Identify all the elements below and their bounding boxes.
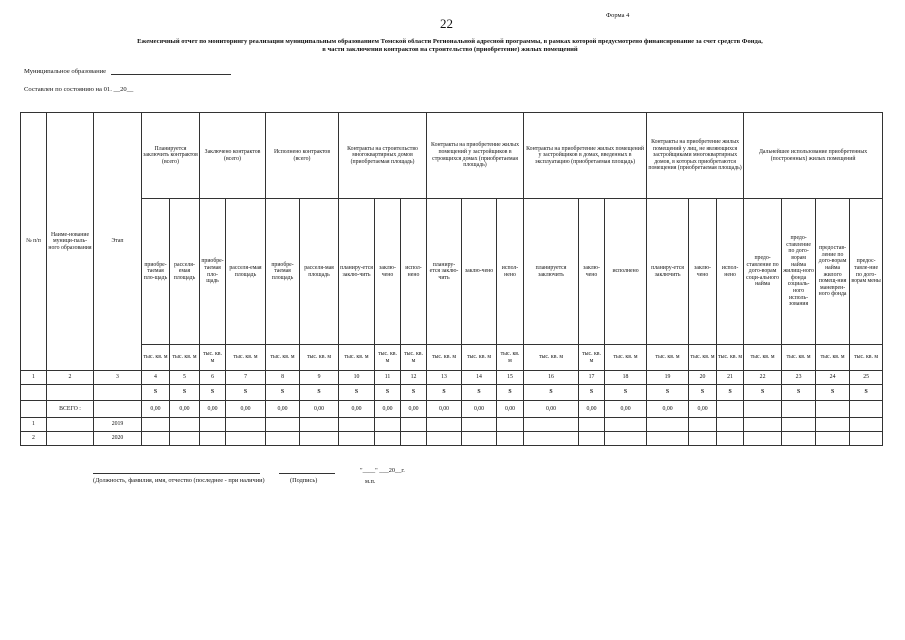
empty-cell: [647, 432, 689, 446]
unit-c7: тыс. кв. м: [226, 345, 266, 371]
empty-cell: [300, 432, 339, 446]
subheader-c16: планируется заключить: [524, 199, 579, 345]
total-value-cell: 0,00: [524, 401, 579, 418]
empty-cell: [579, 432, 605, 446]
empty-cell: [605, 418, 647, 432]
total-value-cell: 0,00: [170, 401, 200, 418]
empty-cell: [21, 401, 47, 418]
empty-cell: [782, 418, 816, 432]
unit-c8: тыс. кв. м: [266, 345, 300, 371]
empty-cell: [717, 401, 744, 418]
total-row: [21, 401, 883, 418]
empty-cell: [850, 432, 883, 446]
empty-cell: [142, 432, 170, 446]
empty-cell: [647, 418, 689, 432]
empty-cell: [816, 418, 850, 432]
total-value-cell: 0,00: [497, 401, 524, 418]
empty-cell: [717, 432, 744, 446]
s-marker-row: [21, 385, 883, 401]
empty-cell: [226, 418, 266, 432]
empty-cell: [816, 432, 850, 446]
unit-c19: тыс. кв. м: [647, 345, 689, 371]
header-num: № п/п: [21, 113, 47, 371]
empty-cell: [782, 401, 816, 418]
header-group-executed: Исполнено контрактов (всего): [266, 113, 339, 199]
column-number-cell: 7: [226, 371, 266, 385]
empty-cell: [401, 418, 427, 432]
column-number-cell: 25: [850, 371, 883, 385]
s-marker-cell: S: [524, 385, 579, 401]
header-group-under-construction: Контракты на приобретение жилых помещений у застройщиков в строящихся домах (приобретаемая площадь): [427, 113, 524, 199]
s-marker-cell: S: [689, 385, 717, 401]
unit-c23: тыс. кв. м: [782, 345, 816, 371]
report-table: [20, 112, 883, 446]
column-number-cell: 10: [339, 371, 375, 385]
empty-cell: [200, 432, 226, 446]
column-number-cell: 11: [375, 371, 401, 385]
column-number-cell: 24: [816, 371, 850, 385]
header-group-planned: Планируется заключить контрактов (всего): [142, 113, 200, 199]
subheader-c11: заклю-чено: [375, 199, 401, 345]
total-value-cell: 0,00: [462, 401, 497, 418]
column-number-cell: 23: [782, 371, 816, 385]
total-value-cell: 0,00: [266, 401, 300, 418]
empty-cell: [744, 432, 782, 446]
unit-c9: тыс. кв. м: [300, 345, 339, 371]
header-group-construction: Контракты на строительство многоквартирных домов (приобретаемая площадь): [339, 113, 427, 199]
s-marker-cell: S: [170, 385, 200, 401]
total-value-cell: 0,00: [647, 401, 689, 418]
empty-cell: [94, 385, 142, 401]
column-number-cell: 2: [47, 371, 94, 385]
column-number-cell: 5: [170, 371, 200, 385]
subheader-c9: расселя-мая площадь: [300, 199, 339, 345]
unit-c13: тыс. кв. м: [427, 345, 462, 371]
subheader-c5: расселя-емая площадь: [170, 199, 200, 345]
empty-cell: [339, 432, 375, 446]
empty-cell: [850, 418, 883, 432]
s-marker-cell: S: [142, 385, 170, 401]
row-name-cell: [47, 432, 94, 446]
row-name-cell: [47, 418, 94, 432]
empty-cell: [94, 401, 142, 418]
total-value-cell: 0,00: [427, 401, 462, 418]
total-value-cell: 0,00: [689, 401, 717, 418]
column-number-cell: 12: [401, 371, 427, 385]
header-row-groups: [21, 113, 883, 199]
header-row-units: [21, 345, 883, 371]
subheader-c14: заклю-чено: [462, 199, 497, 345]
s-marker-cell: S: [226, 385, 266, 401]
s-marker-cell: S: [427, 385, 462, 401]
empty-cell: [850, 401, 883, 418]
row-stage-cell: 2019: [94, 418, 142, 432]
column-number-cell: 16: [524, 371, 579, 385]
subheader-c21: испол-нено: [717, 199, 744, 345]
total-value-cell: 0,00: [579, 401, 605, 418]
empty-cell: [339, 418, 375, 432]
total-value-cell: 0,00: [300, 401, 339, 418]
header-group-further-use: Дальнейшее использование приобретенных (построенных) жилых помещений: [744, 113, 883, 199]
s-marker-cell: S: [266, 385, 300, 401]
subheader-c24: предостав-ление по дого-ворам найма жилого помещ-ния маневрен-ного фонда: [816, 199, 850, 345]
s-marker-cell: S: [579, 385, 605, 401]
s-marker-cell: S: [717, 385, 744, 401]
subheader-c23: предо-ставление по дого-ворам найма жилищ-ного фонда социаль-ного исполь-зования: [782, 199, 816, 345]
column-number-cell: 6: [200, 371, 226, 385]
empty-cell: [462, 432, 497, 446]
column-number-cell: 9: [300, 371, 339, 385]
table-row: [21, 432, 883, 446]
column-number-cell: 17: [579, 371, 605, 385]
total-value-cell: 0,00: [339, 401, 375, 418]
s-marker-cell: S: [462, 385, 497, 401]
column-number-cell: 21: [717, 371, 744, 385]
subheader-c7: расселя-емая площадь: [226, 199, 266, 345]
total-value-cell: 0,00: [142, 401, 170, 418]
s-marker-cell: S: [401, 385, 427, 401]
unit-c10: тыс. кв. м: [339, 345, 375, 371]
position-caption: (Должность, фамилия, имя, отчество (последнее - при наличии): [93, 477, 265, 484]
report-title-line2: в части заключения контрактов на строительство (приобретение) жилых помещений: [322, 46, 578, 53]
empty-cell: [21, 385, 47, 401]
unit-c16: тыс. кв. м: [524, 345, 579, 371]
date-field: Составлен по состоянию на 01. __20__: [24, 86, 134, 93]
empty-cell: [226, 432, 266, 446]
row-number-cell: 2: [21, 432, 47, 446]
unit-c6: тыс. кв. м: [200, 345, 226, 371]
s-marker-cell: S: [605, 385, 647, 401]
s-marker-cell: S: [339, 385, 375, 401]
column-number-cell: 22: [744, 371, 782, 385]
total-value-cell: 0,00: [226, 401, 266, 418]
unit-c11: тыс. кв. м: [375, 345, 401, 371]
column-number-cell: 19: [647, 371, 689, 385]
unit-c12: тыс. кв. м: [401, 345, 427, 371]
unit-c4: тыс. кв. м: [142, 345, 170, 371]
position-signature-line[interactable]: [93, 473, 260, 474]
subheader-c22: предо-ставление по дого-ворам соци-ального найма: [744, 199, 782, 345]
empty-cell: [47, 385, 94, 401]
empty-cell: [142, 418, 170, 432]
municipal-field: [24, 67, 231, 75]
empty-cell: [782, 432, 816, 446]
empty-cell: [524, 418, 579, 432]
table-row: [21, 418, 883, 432]
empty-cell: [689, 432, 717, 446]
empty-cell: [605, 432, 647, 446]
total-value-cell: 0,00: [200, 401, 226, 418]
empty-cell: [375, 432, 401, 446]
subheader-c17: заклю-чено: [579, 199, 605, 345]
empty-cell: [689, 418, 717, 432]
unit-c18: тыс. кв. м: [605, 345, 647, 371]
empty-cell: [497, 432, 524, 446]
subheader-c19: планиру-ется заключить: [647, 199, 689, 345]
empty-cell: [266, 418, 300, 432]
municipal-label: Муниципальное образование: [24, 68, 107, 75]
empty-cell: [170, 432, 200, 446]
unit-c25: тыс. кв. м: [850, 345, 883, 371]
s-marker-cell: S: [647, 385, 689, 401]
s-marker-cell: S: [850, 385, 883, 401]
header-stage: Этап: [94, 113, 142, 371]
column-number-cell: 14: [462, 371, 497, 385]
empty-cell: [579, 418, 605, 432]
row-stage-cell: 2020: [94, 432, 142, 446]
s-marker-cell: S: [816, 385, 850, 401]
column-number-cell: 4: [142, 371, 170, 385]
unit-c17: тыс. кв. м: [579, 345, 605, 371]
empty-cell: [401, 432, 427, 446]
municipal-input-line[interactable]: [111, 67, 231, 75]
column-numbers-row: [21, 371, 883, 385]
column-number-cell: 3: [94, 371, 142, 385]
header-group-concluded: Заключено контрактов (всего): [200, 113, 266, 199]
subheader-c20: заклю-чено: [689, 199, 717, 345]
empty-cell: [462, 418, 497, 432]
s-marker-cell: S: [200, 385, 226, 401]
header-group-non-developers: Контракты на приобретение жилых помещений у лиц, не являющихся застройщиками многоквартирных домов, в которых приобретаются помещения (приобретаемая площадь): [647, 113, 744, 199]
unit-c14: тыс. кв. м: [462, 345, 497, 371]
unit-c20: тыс. кв. м: [689, 345, 717, 371]
total-value-cell: 0,00: [375, 401, 401, 418]
report-title: [60, 38, 840, 54]
header-row-subheaders: [21, 199, 883, 345]
total-value-cell: 0,00: [401, 401, 427, 418]
total-label: ВСЕГО :: [47, 401, 94, 418]
empty-cell: [170, 418, 200, 432]
s-marker-cell: S: [497, 385, 524, 401]
subheader-c15: испол-нено: [497, 199, 524, 345]
total-value-cell: 0,00: [605, 401, 647, 418]
subheader-c13: планиру-ется заклю-чить: [427, 199, 462, 345]
column-number-cell: 15: [497, 371, 524, 385]
column-number-cell: 8: [266, 371, 300, 385]
empty-cell: [744, 418, 782, 432]
header-group-commissioned: Контракты на приобретение жилых помещений у застройщиков в домах, введенных в эксплуатацию (приобретаемая площадь): [524, 113, 647, 199]
unit-c21: тыс. кв. м: [717, 345, 744, 371]
empty-cell: [497, 418, 524, 432]
column-number-cell: 1: [21, 371, 47, 385]
empty-cell: [427, 432, 462, 446]
empty-cell: [266, 432, 300, 446]
s-marker-cell: S: [782, 385, 816, 401]
form-label: Форма 4: [606, 12, 630, 19]
subheader-c8: приобре-таемая площадь: [266, 199, 300, 345]
signature-date: "____" ___20__г.: [360, 467, 405, 474]
stamp-place: м.п.: [365, 478, 376, 485]
empty-cell: [744, 401, 782, 418]
empty-cell: [816, 401, 850, 418]
page-number: 22: [440, 16, 453, 31]
column-number-cell: 13: [427, 371, 462, 385]
report-title-line1: Ежемесячный отчет по мониторингу реализации муниципальным образованием Томской области Региональной адресной программы, в рамках которой предусмотрено финансирование за счет средств Фонда,: [137, 38, 763, 45]
subheader-c25: предос-тавле-ние по дого-ворам мены: [850, 199, 883, 345]
s-marker-cell: S: [744, 385, 782, 401]
empty-cell: [717, 418, 744, 432]
subheader-c12: испол-нено: [401, 199, 427, 345]
column-number-cell: 18: [605, 371, 647, 385]
subheader-c10: планиру-ется заклю-чить: [339, 199, 375, 345]
s-marker-cell: S: [375, 385, 401, 401]
subheader-c18: исполнено: [605, 199, 647, 345]
unit-c22: тыс. кв. м: [744, 345, 782, 371]
empty-cell: [200, 418, 226, 432]
signature-caption: (Подпись): [290, 477, 318, 484]
unit-c15: тыс. кв. м: [497, 345, 524, 371]
empty-cell: [427, 418, 462, 432]
empty-cell: [300, 418, 339, 432]
signature-line[interactable]: [279, 473, 335, 474]
subheader-c6: приобре-таемая пло-щадь: [200, 199, 226, 345]
empty-cell: [524, 432, 579, 446]
empty-cell: [375, 418, 401, 432]
subheader-c4: приобре-таемая пло-щадь: [142, 199, 170, 345]
unit-c5: тыс. кв. м: [170, 345, 200, 371]
unit-c24: тыс. кв. м: [816, 345, 850, 371]
s-marker-cell: S: [300, 385, 339, 401]
column-number-cell: 20: [689, 371, 717, 385]
header-name: Наиме-нование муници-паль-ного образования: [47, 113, 94, 371]
row-number-cell: 1: [21, 418, 47, 432]
